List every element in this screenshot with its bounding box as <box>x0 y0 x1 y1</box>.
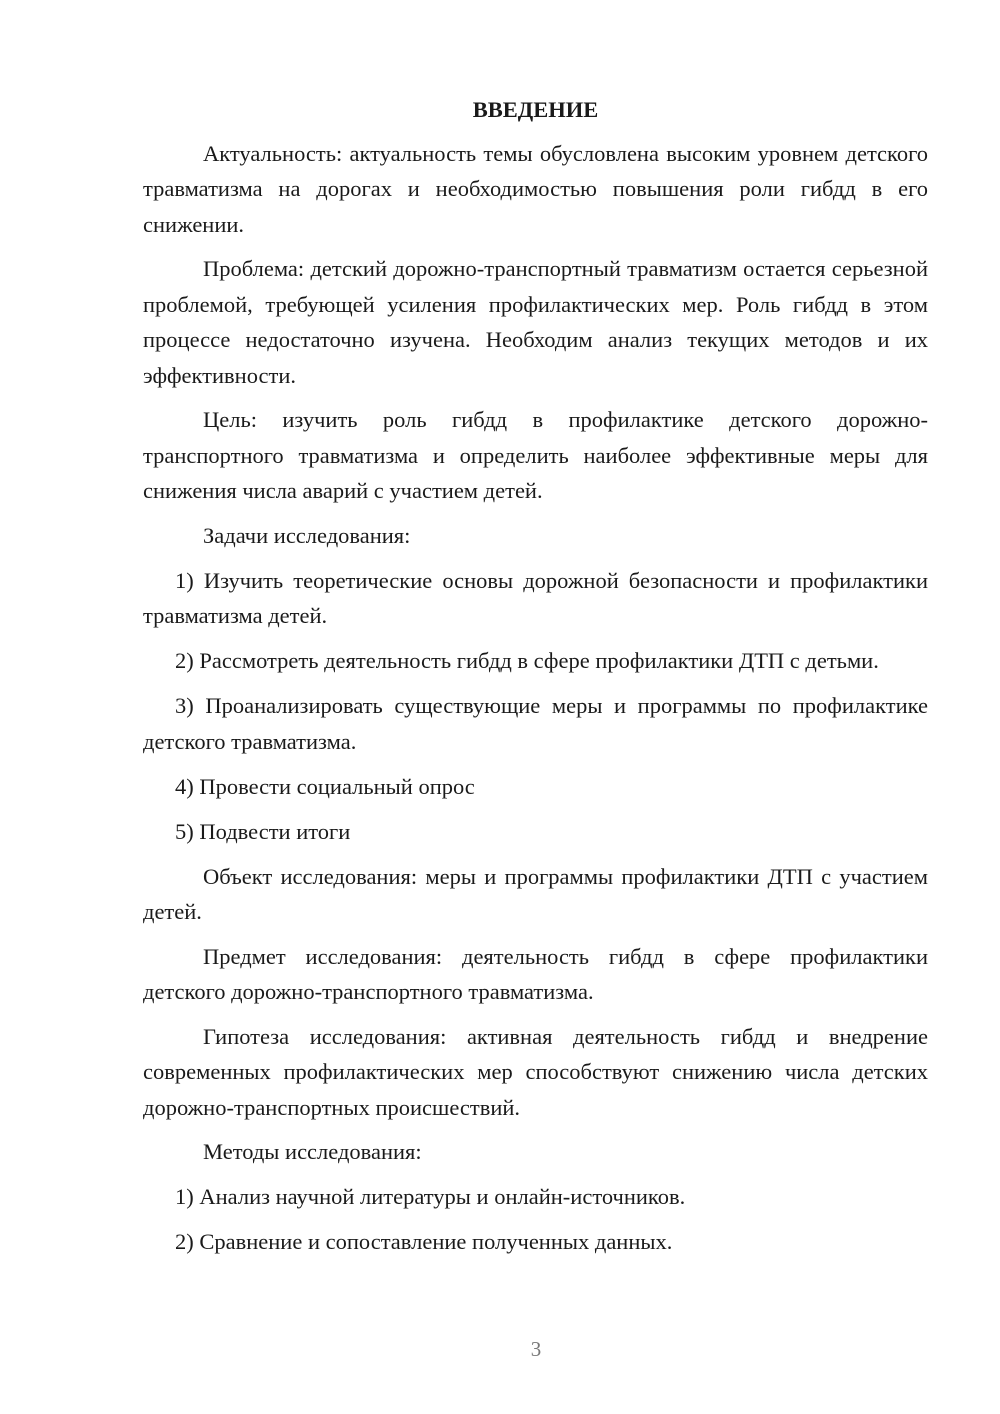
hypothesis-paragraph: Гипотеза исследования: активная деятельность гибдд и внедрение современных профилактических мер способствуют снижению числа детских дорожно-транспортных происшествий. <box>143 1023 928 1120</box>
relevance-paragraph: Актуальность: актуальность темы обусловлена высоким уровнем детского травматизма на дорогах и необходимостью повышения роли гибдд в его снижении. <box>143 140 928 237</box>
method-item-1: 1) Анализ научной литературы и онлайн-источников. <box>175 1184 686 1209</box>
tasks-heading: Задачи исследования: <box>203 522 411 548</box>
goal-paragraph: Цель: изучить роль гибдд в профилактике детского дорожно-транспортного травматизма и определить наиболее эффективные меры для снижения числа аварий с участием детей. <box>143 407 928 503</box>
problem-paragraph: Проблема: детский дорожно-транспортный травматизм остается серьезной проблемой, требующей усиления профилактических мер. Роль гибдд в этом процессе недостаточно изучена. Необходим анализ текущих методов и их эффективности. <box>143 256 928 388</box>
page-number: 3 <box>530 1337 542 1361</box>
section-title: ВВЕДЕНИЕ <box>472 97 599 122</box>
task-item-4: 4) Провести социальный опрос <box>175 773 475 799</box>
task-item-1: 1) Изучить теоретические основы дорожной безопасности и профилактики травматизма детей. <box>143 567 928 628</box>
page-content <box>143 92 928 1269</box>
subject-paragraph: Предмет исследования: деятельность гибдд в сфере профилактики детского дорожно-транспортного травматизма. <box>143 943 928 1004</box>
task-item-2: 2) Рассмотреть деятельность гибдд в сфере профилактики ДТП с детьми. <box>175 648 879 673</box>
task-item-3: 3) Проанализировать существующие меры и программы по профилактике детского травматизма. <box>143 693 928 754</box>
methods-heading: Методы исследования: <box>203 1139 422 1164</box>
object-paragraph: Объект исследования: меры и программы профилактики ДТП с участием детей. <box>143 863 928 924</box>
task-item-5: 5) Подвести итоги <box>175 818 351 844</box>
method-item-2: 2) Сравнение и сопоставление полученных данных. <box>175 1229 673 1254</box>
